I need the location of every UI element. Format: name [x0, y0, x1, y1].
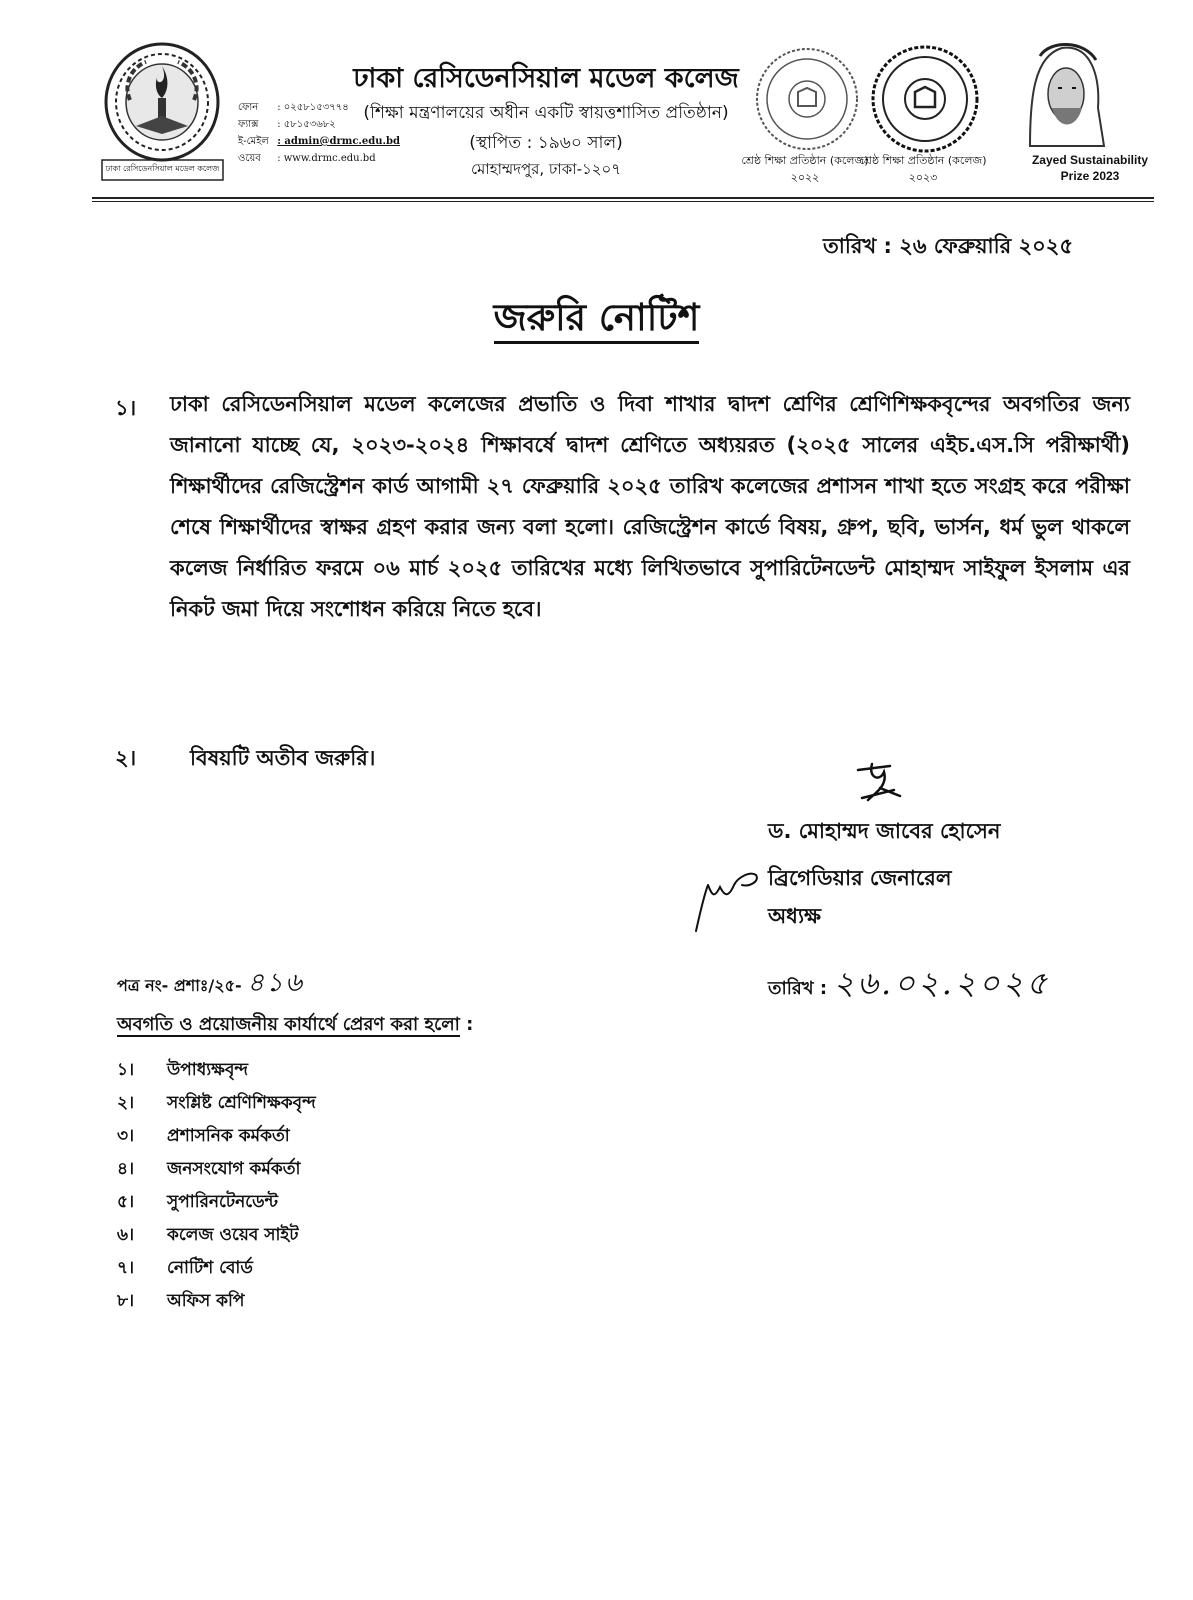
initial-scribble-icon — [690, 855, 770, 935]
list-item-label: কলেজ ওয়েব সাইট — [167, 1225, 299, 1245]
college-address: মোহাম্মদপুর, ঢাকা-১২০৭ — [470, 160, 622, 178]
memo-date-label: তারিখ : — [768, 978, 828, 999]
list-item-number: ৮। — [117, 1291, 135, 1311]
para2-text: বিষয়টি অতীব জরুরি। — [190, 746, 376, 770]
signatory-post: অধ্যক্ষ — [768, 904, 822, 928]
award-caption-2023 — [848, 152, 998, 186]
memo-number-handwritten: ৪১৬ — [247, 968, 304, 998]
award-seal-icon — [870, 44, 980, 154]
contact-email-link[interactable]: : admin@drmc.edu.bd — [277, 136, 400, 147]
para1-text: ঢাকা রেসিডেনসিয়াল মডেল কলেজের প্রভাতি ও দিবা শাখার দ্বাদশ শ্রেণির শ্রেণিশিক্ষকবৃন্দের অবগতির জন্য জানানো যাচ্ছে যে, ২০২৩-২০২৪ শিক্ষাবর্ষে দ্বাদশ শ্রেণিতে অধ্যয়রত (২০২৫ সালের এইচ.এস.সি পরীক্ষার্থী) শিক্ষার্থীদের রেজিস্ট্রেশন কার্ড আগামী ২৭ ফেব্রুয়ারি ২০২৫ তারিখ কলেজের প্রশাসন শাখা হতে সংগ্রহ করে পরীক্ষা শেষে শিক্ষার্থীদের স্বাক্ষর গ্রহণ করার জন্য বলা হলো। রেজিস্ট্রেশন কার্ডে বিষয়, গ্রুপ, ছবি, ভার্সন, ধর্ম ভুল থাকলে কলেজ নির্ধারিত ফরমে ০৬ মার্চ ২০২৫ তারিখের মধ্যে লিখিতভাবে সুপারিটেনডেন্ট মোহাম্মদ সাইফুল ইসলাম এর নিকট জমা দিয়ে সংশোধন করিয়ে নিতে হবে। — [170, 392, 1130, 621]
college-subtitle: (শিক্ষা মন্ত্রণালয়ের অধীন একটি স্বায়ত্তশাসিত প্রতিষ্ঠান) — [363, 103, 729, 123]
portrait-icon — [1000, 38, 1120, 150]
distribution-heading — [117, 1010, 473, 1041]
initial-signature — [690, 855, 770, 935]
college-logo — [100, 42, 225, 182]
list-item — [117, 1057, 316, 1090]
college-name: ঢাকা রেসিডেনসিয়াল মডেল কলেজ — [353, 63, 739, 94]
distribution-list — [117, 1057, 316, 1321]
list-item-number: ৪। — [117, 1159, 135, 1179]
contact-phone-value: : ০২৫৮১৫৩৭৭৪ — [277, 102, 349, 113]
notice-title-text: জরুরি নোটিশ — [494, 296, 700, 344]
award-seal-icon — [752, 44, 862, 154]
signature — [850, 760, 910, 805]
award-seal-2022 — [752, 44, 862, 154]
list-item-label: সুপারিনটেনডেন্ট — [167, 1192, 279, 1212]
zayed-caption — [1015, 152, 1165, 184]
zayed-caption-line1: Zayed Sustainability — [1031, 153, 1149, 167]
contact-phone-key: ফোন — [238, 102, 259, 113]
list-item-number: ৩। — [117, 1126, 135, 1146]
award-seal-2023 — [870, 44, 980, 154]
header-rule — [92, 197, 1154, 199]
list-item — [117, 1189, 316, 1222]
para1-number: ১। — [115, 396, 137, 420]
list-item — [117, 1090, 316, 1123]
award-caption-year: ২০২৩ — [908, 171, 938, 184]
list-item-number: ৭। — [117, 1258, 135, 1278]
contact-web-key: ওয়েব — [238, 153, 261, 164]
distribution-heading-text: অবগতি ও প্রয়োজনীয় কার্যার্থে প্রেরণ করা হলো — [117, 1014, 460, 1035]
list-item — [117, 1222, 316, 1255]
notice-title — [0, 288, 1193, 351]
list-item-number: ১। — [117, 1060, 135, 1080]
signatory-rank: ব্রিগেডিয়ার জেনারেল — [768, 866, 952, 890]
notice-date: তারিখ : ২৬ ফেব্রুয়ারি ২০২৫ — [823, 234, 1074, 258]
college-emblem-icon — [100, 42, 225, 182]
list-item-label: প্রশাসনিক কর্মকর্তা — [167, 1126, 290, 1146]
list-item — [117, 1288, 316, 1321]
contact-phone — [238, 100, 349, 117]
contact-web-link[interactable]: : www.drmc.edu.bd — [277, 153, 376, 164]
memo-date — [768, 958, 1050, 1012]
contact-fax-key: ফ্যাক্স — [238, 119, 259, 130]
header-rule-thin — [92, 201, 1154, 202]
contact-email-key: ই-মেইল — [238, 136, 269, 147]
list-item-number: ৬। — [117, 1225, 135, 1245]
signature-scribble-icon — [850, 760, 910, 805]
memo-date-handwritten: ২৬.০২.২০২৫ — [833, 964, 1051, 1002]
contact-fax — [238, 117, 336, 134]
list-item — [117, 1123, 316, 1156]
list-item-label: উপাধ্যক্ষবৃন্দ — [167, 1060, 249, 1080]
zayed-portrait — [1000, 38, 1120, 150]
college-established: (স্থাপিত : ১৯৬০ সাল) — [469, 133, 623, 153]
distribution-heading-colon: : — [459, 1014, 474, 1035]
list-item-label: অফিস কপি — [167, 1291, 245, 1311]
list-item — [117, 1255, 316, 1288]
award-caption-year: ২০২২ — [790, 171, 820, 184]
contact-fax-value: : ৫৮১৫৩৬৮২ — [277, 119, 336, 130]
list-item — [117, 1156, 316, 1189]
list-item-label: সংশ্লিষ্ট শ্রেণিশিক্ষকবৃন্দ — [167, 1093, 316, 1113]
logo-caption: ঢাকা রেসিডেনসিয়াল মডেল কলেজ — [105, 164, 220, 173]
award-caption-text: শ্রেষ্ঠ শিক্ষা প্রতিষ্ঠান (কলেজ) — [741, 154, 869, 167]
list-item-number: ৫। — [117, 1192, 135, 1212]
list-item-label: জনসংযোগ কর্মকর্তা — [167, 1159, 301, 1179]
zayed-caption-line2: Prize 2023 — [1060, 169, 1120, 183]
list-item-label: নোটিশ বোর্ড — [167, 1258, 253, 1278]
memo-reference — [117, 962, 304, 1006]
signatory-name: ড. মোহাম্মদ জাবের হোসেন — [768, 819, 1001, 843]
memo-prefix: পত্র নং- প্রশাঃ/২৫- — [117, 976, 242, 995]
award-caption-text: শ্রেষ্ঠ শিক্ষা প্রতিষ্ঠান (কলেজ) — [859, 154, 987, 167]
para2-number: ২। — [115, 746, 137, 770]
list-item-number: ২। — [117, 1093, 135, 1113]
